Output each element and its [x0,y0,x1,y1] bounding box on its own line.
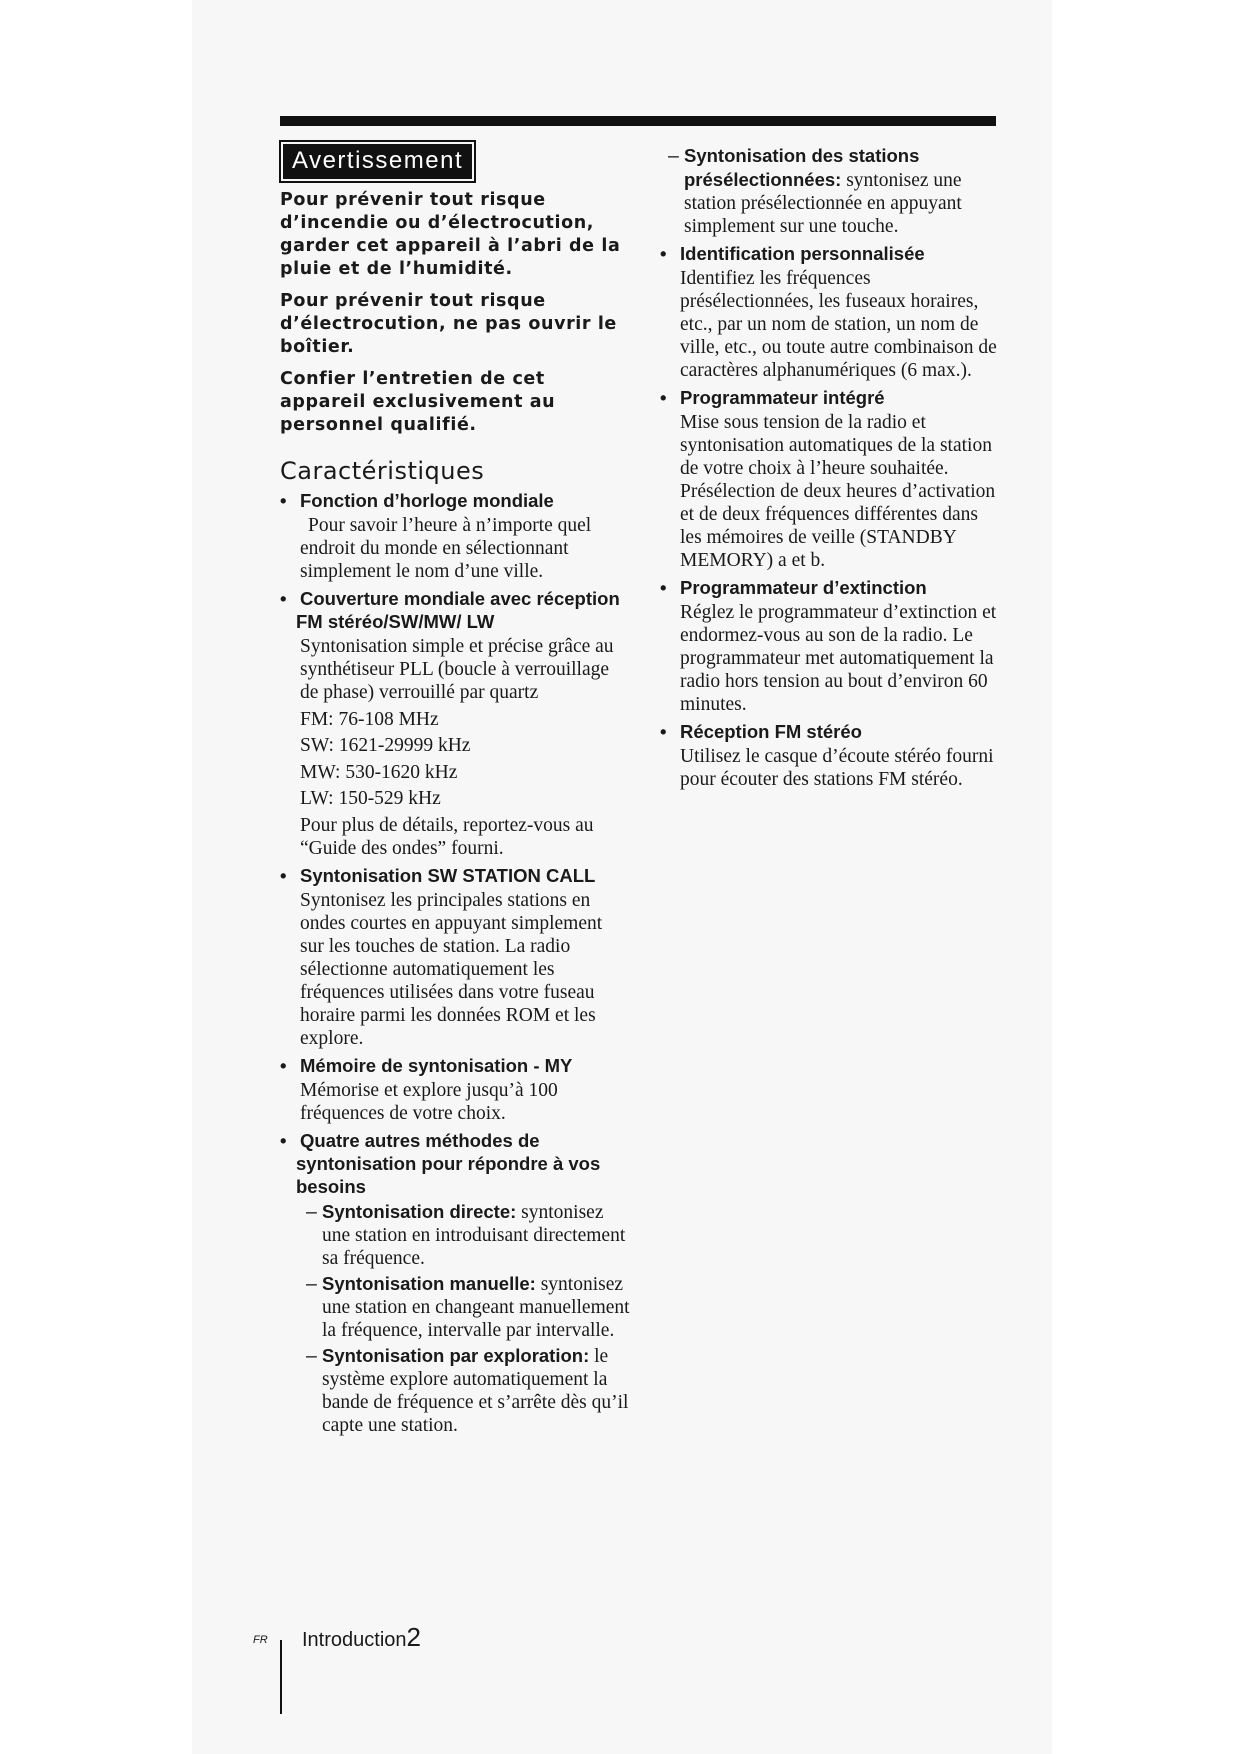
feature-tuning-methods-heading: • Quatre autres méthodes de syntonisation pour répondre à vos besoins [280,1130,601,1197]
footer-section-name: Introduction [302,1629,407,1651]
feature-station-call-text: Syntonisez les principales stations en ondes courtes en appuyant simplement sur les touches de station. La radio sélectionne automatiquement les fréquences utilisées dans votre fuseau horaire parmi les données ROM et les explore. [300,890,603,1049]
feature-world-clock-text: Pour savoir l’heure à n’importe quel endroit du monde en sélectionnant simplement le nom d’une ville. [300,515,592,582]
bullet-icon: • [660,387,667,408]
tuning-method-preset: – Syntonisation des stations présélectionnées: syntonisez une station présélectionnée en appuyant simplement sur une touche. [668,145,962,237]
page-number: 2 [406,1622,421,1652]
feature-timer-heading: • Programmateur intégré [660,387,885,408]
warning-paragraph-3: Confier l’entretien de cet appareil exclusivement au personnel qualifié. [280,369,556,435]
warning-paragraph-2: Pour prévenir tout risque d’électrocution, ne pas ouvrir le boîtier. [280,291,617,357]
bullet-icon: • [280,1130,287,1151]
dash-icon: – [306,1345,317,1367]
feature-personal-id-heading: • Identification personnalisée [660,243,925,264]
band-sw: SW: 1621-29999 kHz [300,735,471,756]
band-fm: FM: 76-108 MHz [300,709,439,730]
feature-memory-heading: • Mémoire de syntonisation - MY [280,1055,573,1076]
feature-world-coverage-more: Pour plus de détails, reportez-vous au “Guide des ondes” fourni. [300,815,594,859]
warning-paragraph-1: Pour prévenir tout risque d’incendie ou d’électrocution, garder cet appareil à l’abri de la pluie et de l’humidité. [280,190,621,279]
dash-icon: – [306,1201,317,1223]
dash-icon: – [306,1273,317,1295]
bullet-icon: • [280,588,287,609]
dash-icon: – [668,145,679,167]
band-lw: LW: 150-529 kHz [300,788,441,809]
band-mw: MW: 530-1620 kHz [300,762,458,783]
bullet-icon: • [660,243,667,264]
feature-fm-stereo-heading: • Réception FM stéréo [660,721,862,742]
warning-title: Avertissement [283,144,472,179]
feature-memory-text: Mémorise et explore jusqu’à 100 fréquences de votre choix. [300,1080,558,1124]
feature-sleep-timer-heading: • Programmateur d’extinction [660,577,927,598]
right-column [660,142,1000,794]
footer-language-tag: FR [253,1634,268,1646]
feature-world-coverage-heading: • Couverture mondiale avec réception FM stéréo/SW/MW/ LW [280,588,620,632]
tuning-method-manual: – Syntonisation manuelle: syntonisez une station en changeant manuellement la fréquence, intervalle par intervalle. [306,1273,630,1341]
footer-section-label [302,1622,421,1653]
top-rule [280,116,996,126]
bullet-icon: • [660,721,667,742]
feature-station-call-heading: • Syntonisation SW STATION CALL [280,865,596,886]
bullet-icon: • [280,490,287,511]
feature-timer-text: Mise sous tension de la radio et syntonisation automatiques de la station de votre choix à l’heure souhaitée. Présélection de deux heures d’activation et de deux fréquences différentes dans les mémoires de veille (STANDBY MEMORY) a et b. [680,412,996,571]
features-title: Caractéristiques [280,457,485,485]
left-column [280,144,630,1439]
feature-world-clock-heading: • Fonction d’horloge mondiale [280,490,554,511]
tuning-method-direct: – Syntonisation directe: syntonisez une station en introduisant directement sa fréquence. [306,1201,626,1269]
feature-personal-id-text: Identifiez les fréquences présélectionnées, les fuseaux horaires, etc., par un nom de station, un nom de ville, etc., ou toute autre combinaison de caractères alphanumériques (6 max.). [680,268,997,381]
bullet-icon: • [280,865,287,886]
bullet-icon: • [280,1055,287,1076]
feature-world-coverage-text: Syntonisation simple et précise grâce au synthétiseur PLL (boucle à verrouillage de phase) verrouillé par quartz [300,636,614,703]
feature-sleep-timer-text: Réglez le programmateur d’extinction et endormez-vous au son de la radio. Le programmateur met automatiquement la radio hors tension au bout d’environ 60 minutes. [680,602,997,715]
bullet-icon: • [660,577,667,598]
tuning-method-scan: – Syntonisation par exploration: le système explore automatiquement la bande de fréquence et s’arrête dès qu’il capte une station. [306,1345,629,1436]
footer-rule [280,1640,282,1714]
feature-fm-stereo-text: Utilisez le casque d’écoute stéréo fourni pour écouter des stations FM stéréo. [680,746,994,790]
